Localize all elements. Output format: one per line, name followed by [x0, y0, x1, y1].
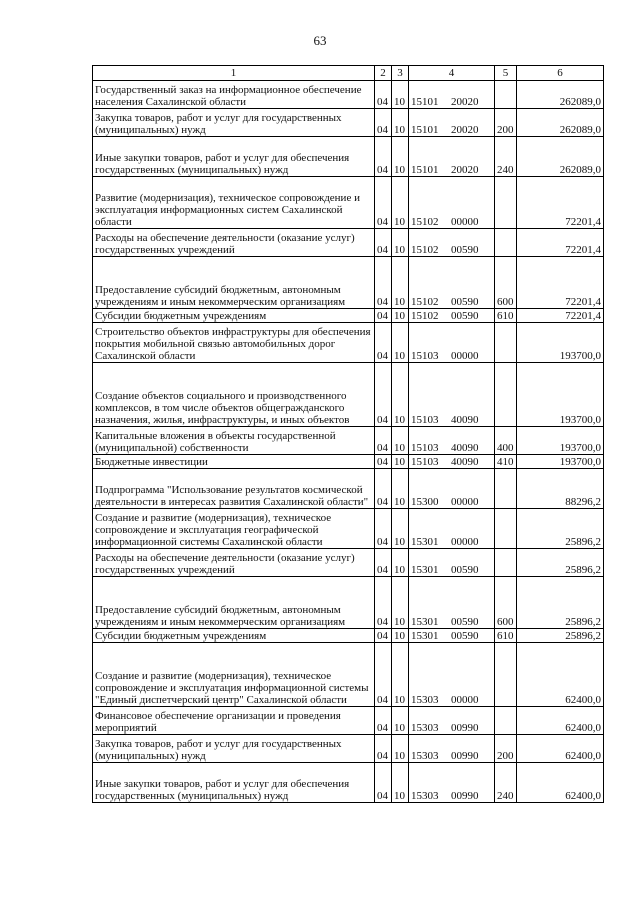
subsection-code: 10	[392, 427, 409, 455]
table-row	[93, 137, 604, 177]
target-item-program: 15300	[411, 496, 439, 508]
section-code: 04	[375, 629, 392, 643]
target-item-direction: 00000	[451, 216, 479, 228]
expense-type-code	[495, 177, 517, 229]
expense-name: Создание и развитие (модернизация), техническое сопровождение и эксплуатация информационной системы "Единый диспетчерский центр" Сахалинской области	[93, 643, 375, 707]
header-col-1: 1	[93, 66, 375, 81]
target-item-direction: 40090	[451, 456, 479, 468]
section-code: 04	[375, 735, 392, 763]
section-code: 04	[375, 109, 392, 137]
expense-type-code	[495, 363, 517, 427]
target-item-code	[409, 323, 495, 363]
subsection-code: 10	[392, 707, 409, 735]
expense-type-code: 200	[495, 735, 517, 763]
table-row	[93, 469, 604, 509]
target-item-code	[409, 643, 495, 707]
expense-name: Государственный заказ на информационное обеспечение населения Сахалинской области	[93, 81, 375, 109]
target-item-program: 15303	[411, 750, 439, 762]
section-code: 04	[375, 509, 392, 549]
amount: 262089,0	[517, 109, 604, 137]
expense-name: Расходы на обеспечение деятельности (оказание услуг) государственных учреждений	[93, 229, 375, 257]
expense-type-code: 200	[495, 109, 517, 137]
target-item-code	[409, 229, 495, 257]
amount: 193700,0	[517, 363, 604, 427]
target-item-program: 15301	[411, 630, 439, 642]
table-row	[93, 577, 604, 629]
amount: 72201,4	[517, 257, 604, 309]
target-item-program: 15103	[411, 456, 439, 468]
section-code: 04	[375, 549, 392, 577]
expense-type-code	[495, 549, 517, 577]
amount: 25896,2	[517, 549, 604, 577]
amount: 62400,0	[517, 763, 604, 803]
expense-name: Предоставление субсидий бюджетным, автономным учреждениям и иным некоммерческим организациям	[93, 257, 375, 309]
target-item-code	[409, 455, 495, 469]
expense-name: Развитие (модернизация), техническое сопровождение и эксплуатация информационных систем Сахалинской области	[93, 177, 375, 229]
subsection-code: 10	[392, 549, 409, 577]
section-code: 04	[375, 363, 392, 427]
target-item-program: 15303	[411, 722, 439, 734]
amount: 72201,4	[517, 309, 604, 323]
expense-type-code: 600	[495, 257, 517, 309]
amount: 262089,0	[517, 81, 604, 109]
target-item-direction: 00000	[451, 694, 479, 706]
target-item-direction: 40090	[451, 442, 479, 454]
section-code: 04	[375, 137, 392, 177]
section-code: 04	[375, 707, 392, 735]
target-item-code	[409, 509, 495, 549]
header-col-4: 4	[409, 66, 495, 81]
table-row	[93, 81, 604, 109]
section-code: 04	[375, 577, 392, 629]
section-code: 04	[375, 323, 392, 363]
expense-name: Субсидии бюджетным учреждениям	[93, 629, 375, 643]
target-item-direction: 00990	[451, 750, 479, 762]
section-code: 04	[375, 177, 392, 229]
target-item-program: 15301	[411, 564, 439, 576]
table-row	[93, 763, 604, 803]
expense-name: Подпрограмма "Использование результатов космической деятельности в интересах развития Сахалинской области"	[93, 469, 375, 509]
target-item-program: 15303	[411, 790, 439, 802]
subsection-code: 10	[392, 229, 409, 257]
target-item-direction: 00590	[451, 630, 479, 642]
expense-name: Иные закупки товаров, работ и услуг для обеспечения государственных (муниципальных) нужд	[93, 763, 375, 803]
target-item-direction: 00590	[451, 616, 479, 628]
target-item-code	[409, 81, 495, 109]
target-item-program: 15102	[411, 296, 439, 308]
target-item-code	[409, 309, 495, 323]
subsection-code: 10	[392, 455, 409, 469]
table-row	[93, 323, 604, 363]
header-col-5: 5	[495, 66, 517, 81]
subsection-code: 10	[392, 109, 409, 137]
target-item-direction: 00000	[451, 350, 479, 362]
subsection-code: 10	[392, 257, 409, 309]
table-row	[93, 629, 604, 643]
page-number: 63	[313, 33, 327, 48]
target-item-program: 15303	[411, 694, 439, 706]
target-item-code	[409, 735, 495, 763]
target-item-program: 15103	[411, 350, 439, 362]
target-item-program: 15102	[411, 310, 439, 322]
target-item-direction: 00590	[451, 310, 479, 322]
target-item-direction: 00990	[451, 722, 479, 734]
table-row	[93, 427, 604, 455]
target-item-program: 15101	[411, 124, 439, 136]
target-item-code	[409, 257, 495, 309]
expense-type-code: 240	[495, 763, 517, 803]
table-body	[93, 81, 604, 803]
expense-name: Иные закупки товаров, работ и услуг для обеспечения государственных (муниципальных) нужд	[93, 137, 375, 177]
expense-name: Закупка товаров, работ и услуг для государственных (муниципальных) нужд	[93, 735, 375, 763]
subsection-code: 10	[392, 309, 409, 323]
expense-type-code: 610	[495, 629, 517, 643]
expense-name: Субсидии бюджетным учреждениям	[93, 309, 375, 323]
expense-name: Бюджетные инвестиции	[93, 455, 375, 469]
subsection-code: 10	[392, 177, 409, 229]
target-item-program: 15101	[411, 96, 439, 108]
amount: 62400,0	[517, 735, 604, 763]
table-row	[93, 363, 604, 427]
amount: 62400,0	[517, 643, 604, 707]
target-item-program: 15301	[411, 536, 439, 548]
section-code: 04	[375, 455, 392, 469]
section-code: 04	[375, 257, 392, 309]
expense-name: Предоставление субсидий бюджетным, автономным учреждениям и иным некоммерческим организациям	[93, 577, 375, 629]
expense-name: Создание объектов социального и производственного комплексов, в том числе объектов общегражданского назначения, жилья, инфраструктуры, и иных объектов	[93, 363, 375, 427]
subsection-code: 10	[392, 763, 409, 803]
expense-type-code	[495, 509, 517, 549]
subsection-code: 10	[392, 81, 409, 109]
section-code: 04	[375, 469, 392, 509]
table-row	[93, 177, 604, 229]
expense-type-code: 600	[495, 577, 517, 629]
header-col-3: 3	[392, 66, 409, 81]
target-item-direction: 40090	[451, 414, 479, 426]
table-row	[93, 643, 604, 707]
table-row	[93, 109, 604, 137]
section-code: 04	[375, 81, 392, 109]
target-item-program: 15301	[411, 616, 439, 628]
amount: 25896,2	[517, 577, 604, 629]
expense-name: Финансовое обеспечение организации и проведения мероприятий	[93, 707, 375, 735]
expense-name: Строительство объектов инфраструктуры для обеспечения покрытия мобильной связью автомобильных дорог Сахалинской области	[93, 323, 375, 363]
subsection-code: 10	[392, 577, 409, 629]
expense-name: Создание и развитие (модернизация), техническое сопровождение и эксплуатация географической информационной системы Сахалинской области	[93, 509, 375, 549]
amount: 88296,2	[517, 469, 604, 509]
target-item-direction: 20020	[451, 164, 479, 176]
expense-type-code: 410	[495, 455, 517, 469]
target-item-direction: 00000	[451, 496, 479, 508]
target-item-code	[409, 177, 495, 229]
expense-type-code	[495, 81, 517, 109]
target-item-program: 15102	[411, 244, 439, 256]
subsection-code: 10	[392, 735, 409, 763]
section-code: 04	[375, 427, 392, 455]
target-item-direction: 00590	[451, 244, 479, 256]
table-row	[93, 455, 604, 469]
expense-type-code: 240	[495, 137, 517, 177]
section-code: 04	[375, 309, 392, 323]
expense-name: Закупка товаров, работ и услуг для государственных (муниципальных) нужд	[93, 109, 375, 137]
target-item-program: 15102	[411, 216, 439, 228]
target-item-direction: 00990	[451, 790, 479, 802]
amount: 193700,0	[517, 323, 604, 363]
target-item-direction: 20020	[451, 124, 479, 136]
header-row	[93, 66, 604, 81]
amount: 193700,0	[517, 455, 604, 469]
target-item-direction: 20020	[451, 96, 479, 108]
target-item-code	[409, 629, 495, 643]
target-item-code	[409, 363, 495, 427]
header-col-6: 6	[517, 66, 604, 81]
table-row	[93, 549, 604, 577]
amount: 262089,0	[517, 137, 604, 177]
amount: 193700,0	[517, 427, 604, 455]
table-row	[93, 229, 604, 257]
amount: 25896,2	[517, 629, 604, 643]
subsection-code: 10	[392, 363, 409, 427]
section-code: 04	[375, 643, 392, 707]
target-item-code	[409, 577, 495, 629]
expense-type-code: 400	[495, 427, 517, 455]
amount: 25896,2	[517, 509, 604, 549]
subsection-code: 10	[392, 643, 409, 707]
expense-type-code	[495, 707, 517, 735]
table-row	[93, 735, 604, 763]
target-item-direction: 00000	[451, 536, 479, 548]
target-item-code	[409, 109, 495, 137]
target-item-code	[409, 763, 495, 803]
expense-type-code	[495, 643, 517, 707]
expense-name: Расходы на обеспечение деятельности (оказание услуг) государственных учреждений	[93, 549, 375, 577]
target-item-direction: 00590	[451, 564, 479, 576]
target-item-direction: 00590	[451, 296, 479, 308]
budget-table	[92, 65, 604, 803]
amount: 62400,0	[517, 707, 604, 735]
subsection-code: 10	[392, 323, 409, 363]
target-item-code	[409, 549, 495, 577]
subsection-code: 10	[392, 137, 409, 177]
table-row	[93, 309, 604, 323]
target-item-code	[409, 427, 495, 455]
target-item-program: 15103	[411, 414, 439, 426]
target-item-code	[409, 707, 495, 735]
section-code: 04	[375, 763, 392, 803]
section-code: 04	[375, 229, 392, 257]
subsection-code: 10	[392, 509, 409, 549]
expense-type-code: 610	[495, 309, 517, 323]
subsection-code: 10	[392, 469, 409, 509]
amount: 72201,4	[517, 177, 604, 229]
target-item-code	[409, 469, 495, 509]
expense-type-code	[495, 323, 517, 363]
table-row	[93, 509, 604, 549]
subsection-code: 10	[392, 629, 409, 643]
amount: 72201,4	[517, 229, 604, 257]
header-col-2: 2	[375, 66, 392, 81]
expense-name: Капитальные вложения в объекты государственной (муниципальной) собственности	[93, 427, 375, 455]
expense-type-code	[495, 229, 517, 257]
target-item-program: 15103	[411, 442, 439, 454]
table-row	[93, 707, 604, 735]
target-item-code	[409, 137, 495, 177]
expense-type-code	[495, 469, 517, 509]
table-row	[93, 257, 604, 309]
target-item-program: 15101	[411, 164, 439, 176]
